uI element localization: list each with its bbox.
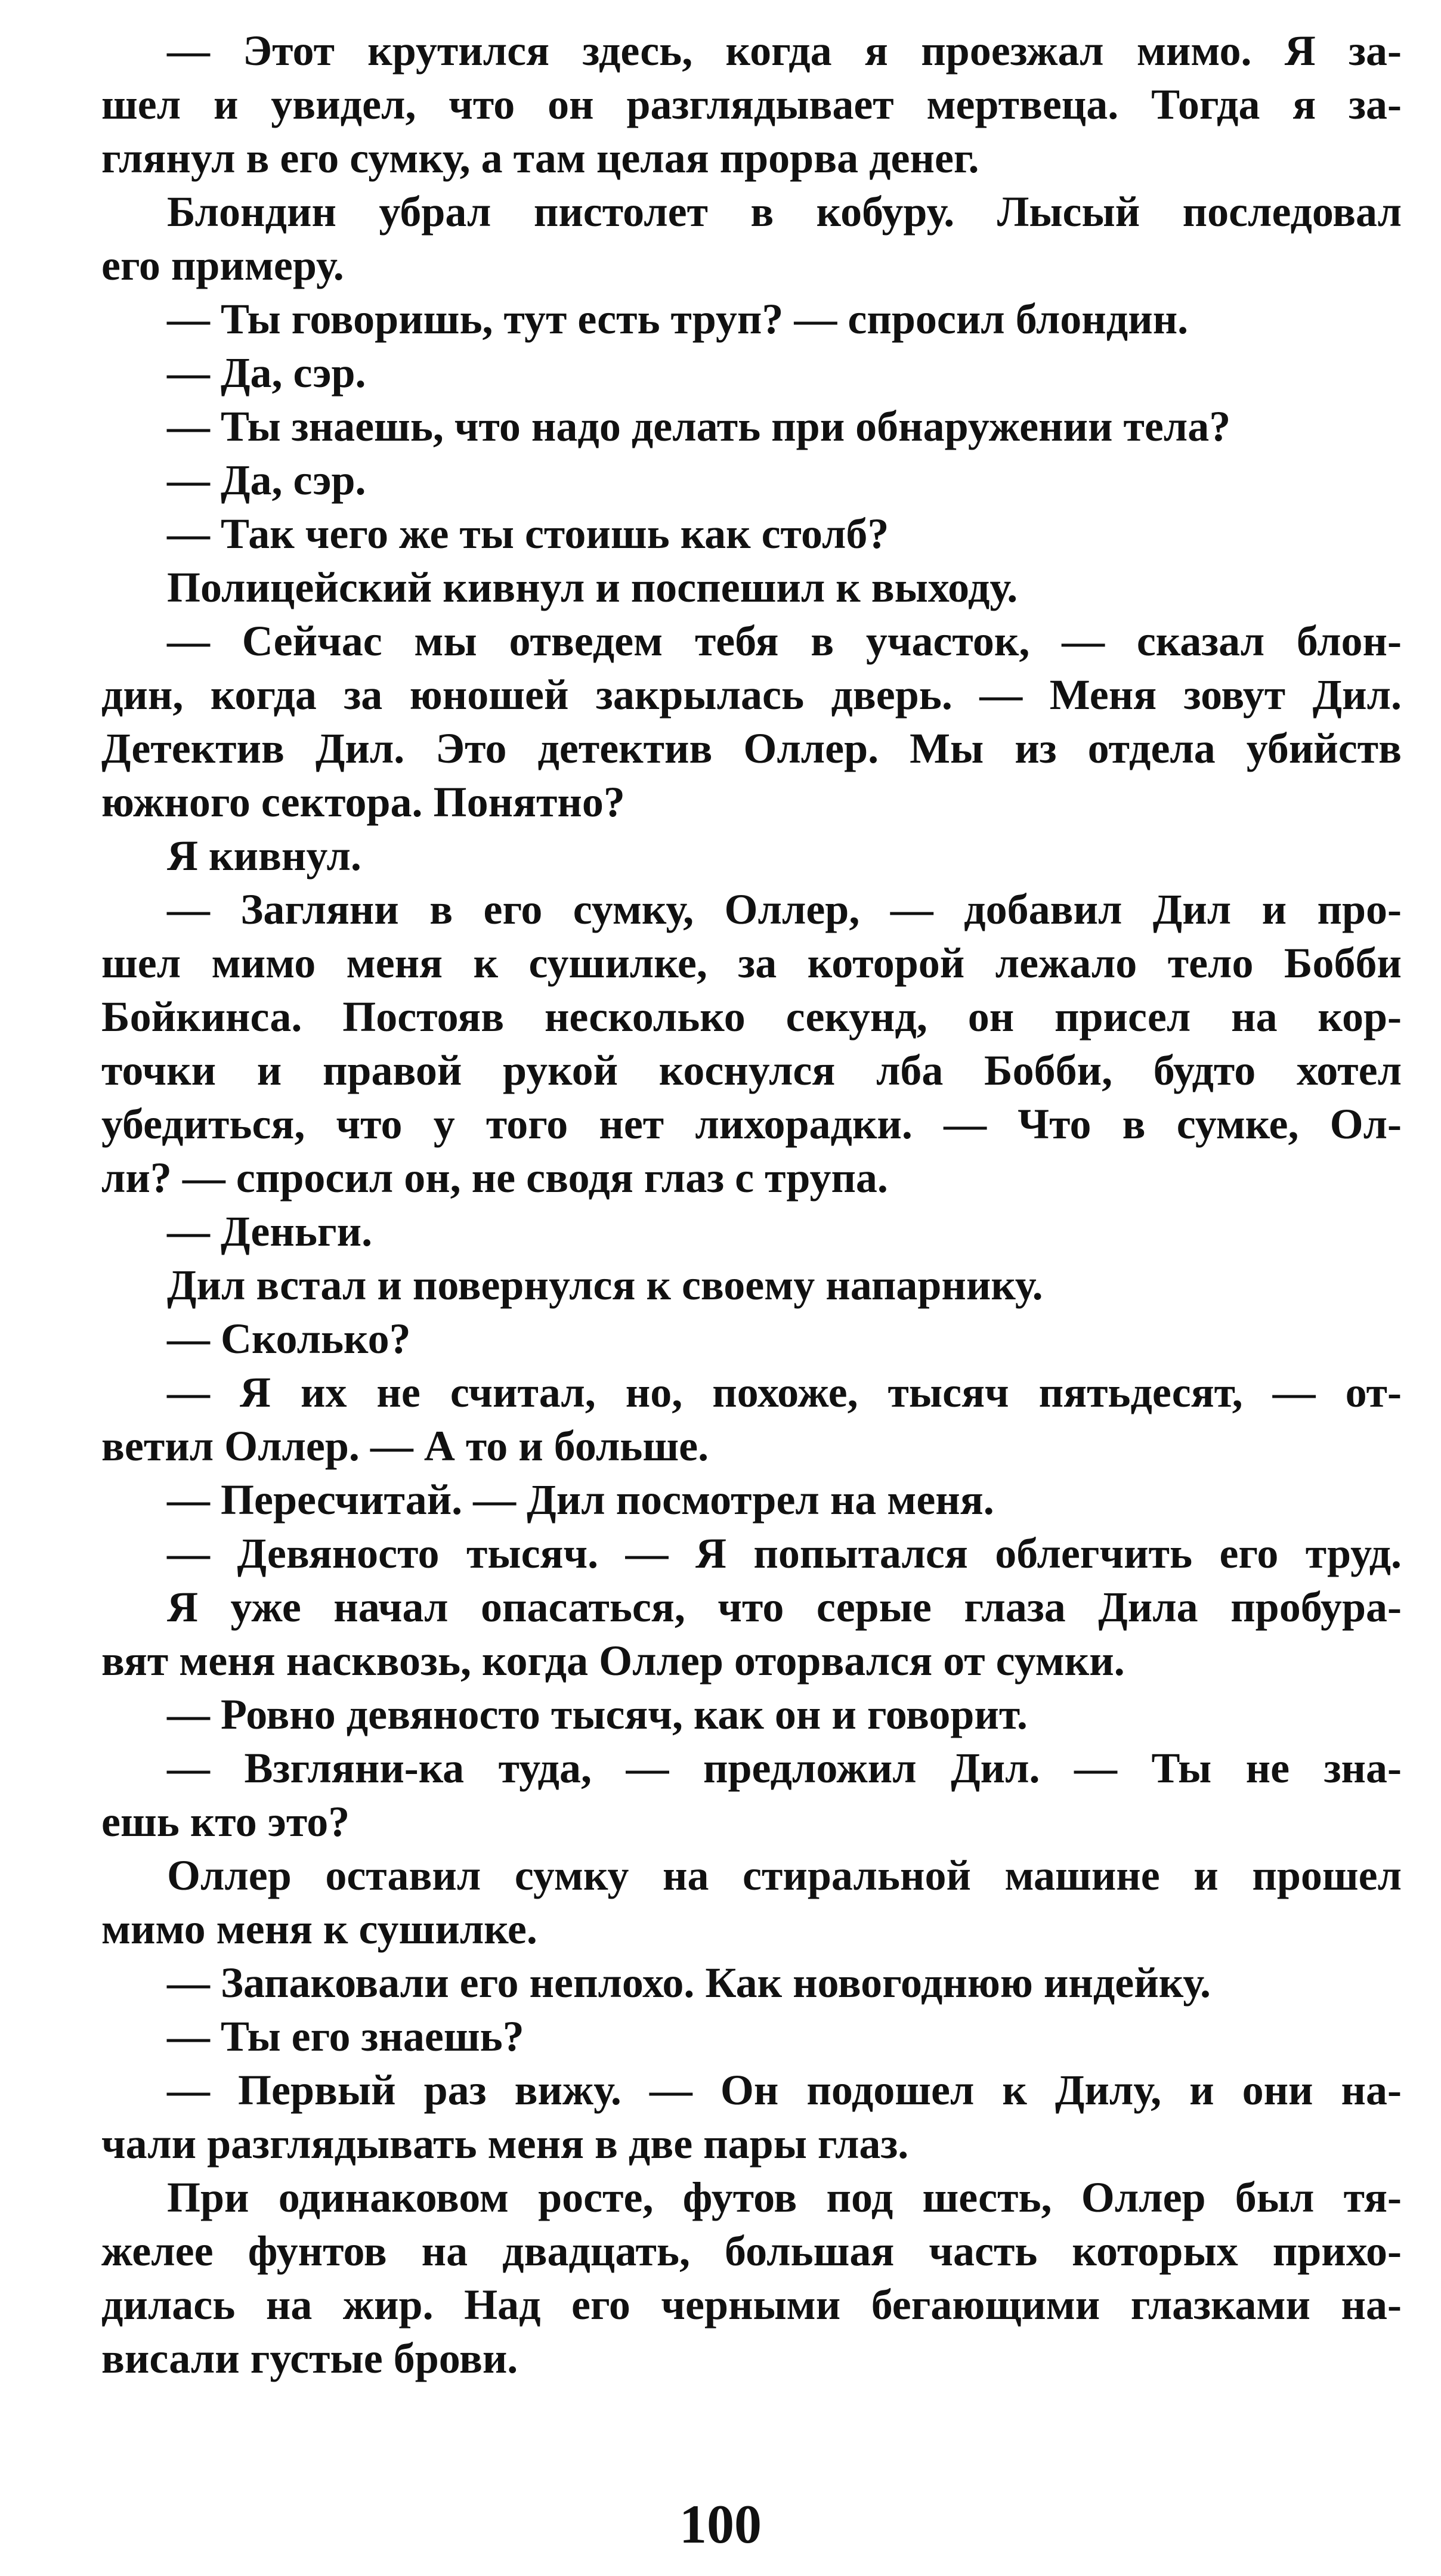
text-line: вят меня насквозь, когда Оллер оторвался от сумки. [101, 1637, 1125, 1685]
text-line: желее фунтов на двадцать, большая часть которых прихо- [101, 2227, 1402, 2275]
text-line: — Сейчас мы отведем тебя в участок, — сказал блон- [167, 617, 1402, 665]
text-line: — Деньги. [167, 1208, 373, 1255]
text-line: чали разглядывать меня в две пары глаз. [101, 2120, 909, 2168]
text-line: — Девяносто тысяч. — Я попытался облегчить его труд. [167, 1530, 1402, 1577]
text-line: Я уже начал опасаться, что серые глаза Дила пробура- [167, 1583, 1402, 1631]
text-line: ветил Оллер. — А то и больше. [101, 1422, 709, 1470]
text-line: Бойкинса. Постояв несколько секунд, он присел на кор- [101, 993, 1402, 1041]
text-line: висали густые брови. [101, 2334, 518, 2382]
text-line: Блондин убрал пистолет в кобуру. Лысый последовал [167, 188, 1402, 236]
text-line: дин, когда за юношей закрылась дверь. — Меня зовут Дил. [101, 671, 1402, 719]
text-line: — Взгляни-ка туда, — предложил Дил. — Ты не зна- [167, 1744, 1402, 1792]
text-line: Я кивнул. [167, 832, 361, 880]
text-line: — Да, сэр. [167, 349, 366, 397]
text-line: глянул в его сумку, а там целая прорва денег. [101, 134, 979, 182]
page-body [101, 24, 1402, 2385]
text-line: — Пересчитай. — Дил посмотрел на меня. [167, 1476, 994, 1524]
text-line: южного сектора. Понятно? [101, 778, 625, 826]
text-line: — Этот крутился здесь, когда я проезжал мимо. Я за- [167, 27, 1402, 75]
text-line: Дил встал и повернулся к своему напарнику. [167, 1261, 1043, 1309]
text-line: точки и правой рукой коснулся лба Бобби, будто хотел [101, 1046, 1402, 1094]
text-line: — Так чего же ты стоишь как столб? [167, 510, 889, 558]
page-number: 100 [679, 2494, 762, 2555]
text-line: — Запаковали его неплохо. Как новогоднюю индейку. [167, 1959, 1211, 2007]
text-line: — Да, сэр. [167, 456, 366, 504]
text-line: — Первый раз вижу. — Он подошел к Дилу, и они на- [167, 2066, 1402, 2114]
text-line: шел мимо меня к сушилке, за которой лежало тело Бобби [101, 939, 1402, 987]
text-line: его примеру. [101, 242, 344, 289]
text-line: убедиться, что у того нет лихорадки. — Что в сумке, Ол- [101, 1100, 1402, 1148]
text-line: — Ты говоришь, тут есть труп? — спросил блондин. [167, 295, 1189, 343]
text-line: Полицейский кивнул и поспешил к выходу. [167, 564, 1018, 611]
text-line: Оллер оставил сумку на стиральной машине и прошел [167, 1852, 1402, 1899]
text-line: При одинаковом росте, футов под шесть, Оллер был тя- [167, 2174, 1402, 2221]
text-line: ли? — спросил он, не сводя глаз с трупа. [101, 1154, 888, 1202]
text-line: — Я их не считал, но, похоже, тысяч пятьдесят, — от- [167, 1368, 1402, 1416]
text-line: Детектив Дил. Это детектив Оллер. Мы из отдела убийств [101, 724, 1402, 772]
text-line: — Загляни в его сумку, Оллер, — добавил Дил и про- [167, 886, 1402, 933]
text-line: шел и увидел, что он разглядывает мертвеца. Тогда я за- [101, 80, 1402, 128]
text-line: дилась на жир. Над его черными бегающими глазками на- [101, 2281, 1402, 2329]
text-line: — Ты знаешь, что надо делать при обнаружении тела? [167, 402, 1231, 450]
text-line: — Ровно девяносто тысяч, как он и говорит. [167, 1690, 1028, 1738]
text-line: мимо меня к сушилке. [101, 1905, 537, 1953]
text-line: — Сколько? [167, 1315, 411, 1363]
text-line: — Ты его знаешь? [167, 2012, 524, 2060]
text-line: ешь кто это? [101, 1798, 350, 1846]
